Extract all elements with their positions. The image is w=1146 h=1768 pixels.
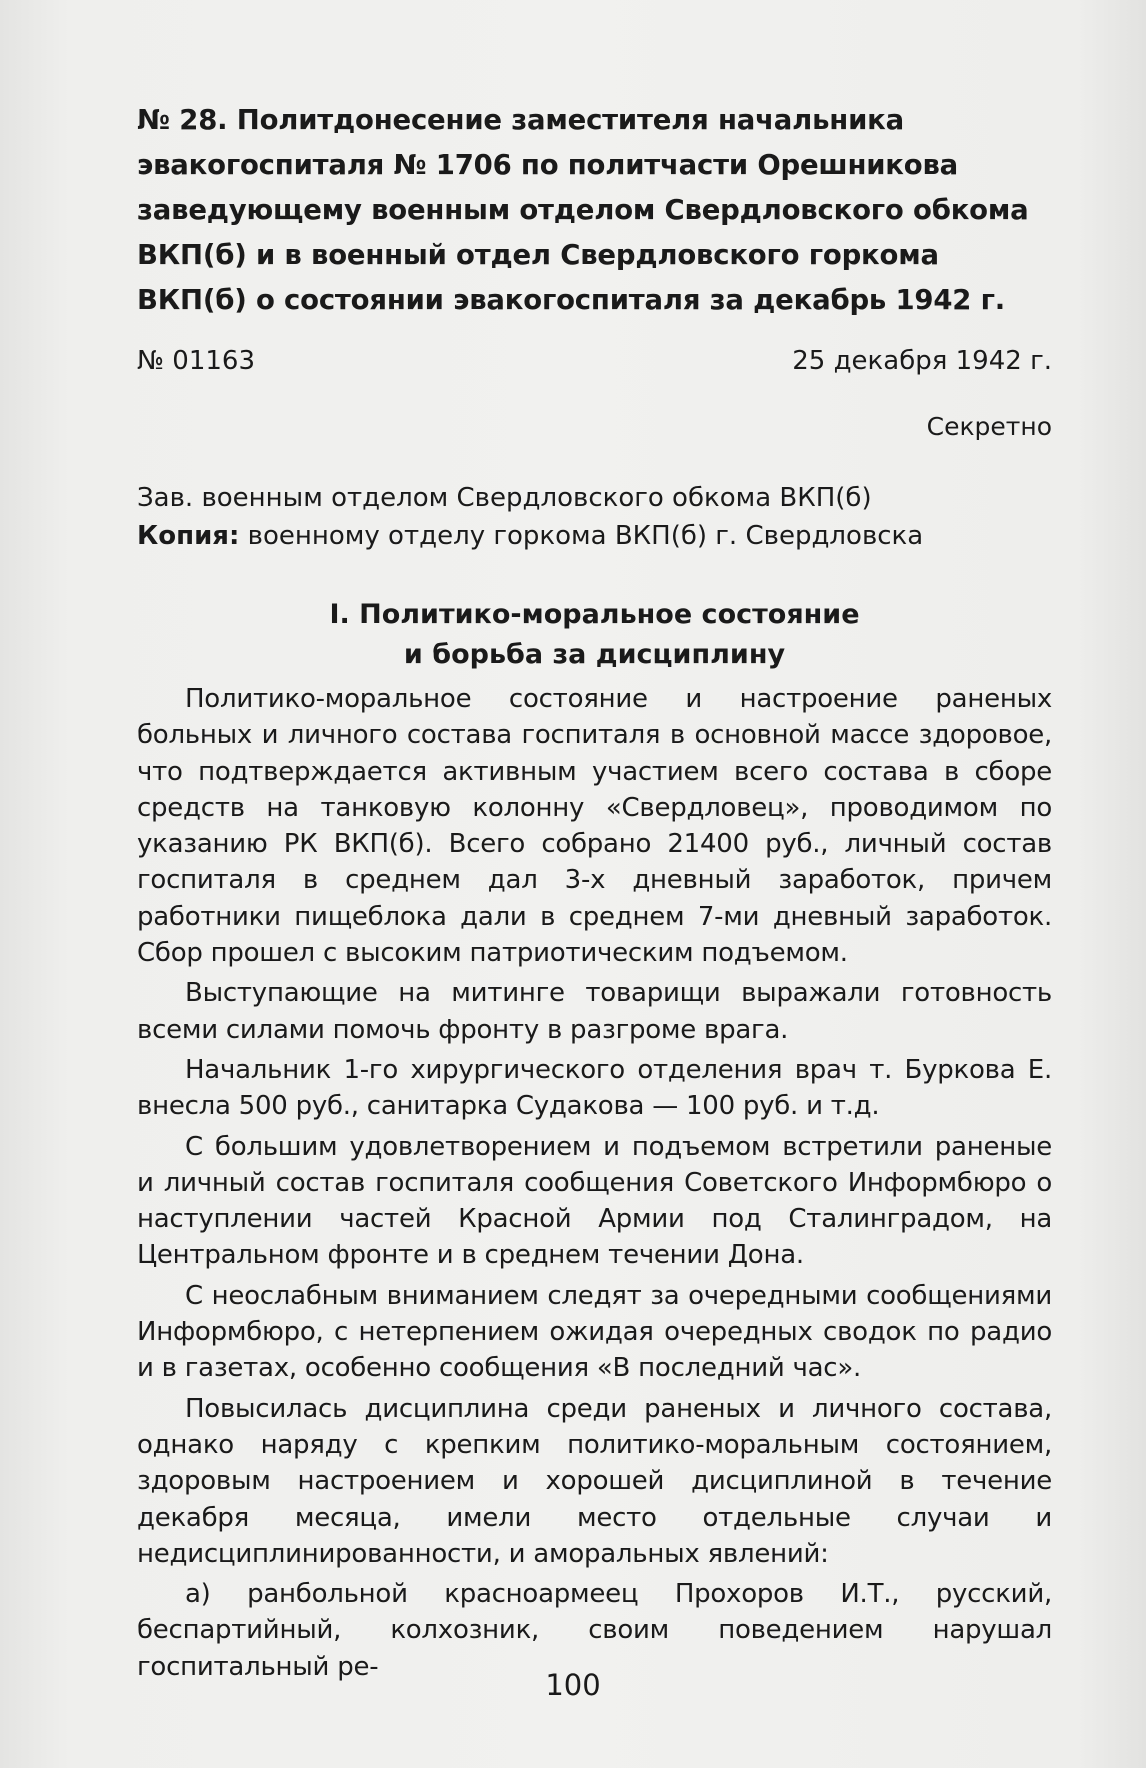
copy-label: Копия: (137, 521, 240, 551)
copy-text: военному отделу горкома ВКП(б) г. Свердловска (239, 521, 924, 551)
section-title (137, 595, 1052, 675)
addressee: Зав. военным отделом Свердловского обкома ВКП(б) (137, 483, 872, 513)
paragraph: С большим удовлетворением и подъемом встретили раненые и личный состав госпиталя сообщения Советского Информбюро о наступлении частей Красной Армии под Сталинградом, на Центральном фронте и в среднем течении Дона. (137, 1131, 1052, 1271)
document-title: № 28. Политдонесение заместителя начальника эвакогоспиталя № 1706 по политчасти Орешникова заведующему военным отделом Свердловского обкома ВКП(б) и в военный отдел Свердловского горкома ВКП(б) о состоянии эвакогоспиталя за декабрь 1942 г. (137, 104, 1029, 316)
body-text (137, 681, 1052, 1685)
reference-line (137, 341, 1052, 381)
paragraph: Повысилась дисциплина среди раненых и личного состава, однако наряду с крепким политико-моральным состоянием, здоровым настроением и хорошей дисциплиной в течение декабря месяца, имели место отдельные случаи и недисциплинированности, и аморальных явлений: (137, 1393, 1052, 1569)
page-content (137, 98, 1052, 1689)
copy-recipient (137, 517, 1052, 555)
paragraph: Политико-моральное состояние и настроение раненых больных и личного состава госпиталя в основной массе здоровое, что подтверждается активным участием всего состава в сборе средств на танковую колонну «Свердловец», проводимом по указанию РК ВКП(б). Всего собрано 21400 руб., личный состав госпиталя в среднем дал 3-х дневный заработок, причем работники пищеблока дали в среднем 7-ми дневный заработок. Сбор прошел с высоким патриотическим подъемом. (137, 684, 1052, 969)
document-date: 25 декабря 1942 г. (792, 346, 1052, 376)
classification-mark: Секретно (926, 412, 1052, 441)
paragraph: а) ранбольной красноармеец Прохоров И.Т., русский, беспартийный, колхозник, своим поведением нарушал госпитальный ре- (137, 1579, 1052, 1682)
section-title-line-1: I. Политико-моральное состояние (329, 599, 860, 630)
paragraph: С неослабным вниманием следят за очередными сообщениями Информбюро, с нетерпением ожидая очередных сводок по радио и в газетах, особенно сообщения «В последний час». (137, 1280, 1052, 1384)
section-title-line-2: и борьба за дисциплину (403, 639, 786, 670)
paragraph: Выступающие на митинге товарищи выражали готовность всеми силами помочь фронту в разгроме врага. (137, 978, 1052, 1045)
paragraph: Начальник 1-го хирургического отделения врач т. Буркова Е. внесла 500 руб., санитарка Судакова — 100 руб. и т.д. (137, 1054, 1052, 1122)
document-number: № 01163 (137, 346, 256, 376)
page-number: 100 (545, 1668, 601, 1702)
